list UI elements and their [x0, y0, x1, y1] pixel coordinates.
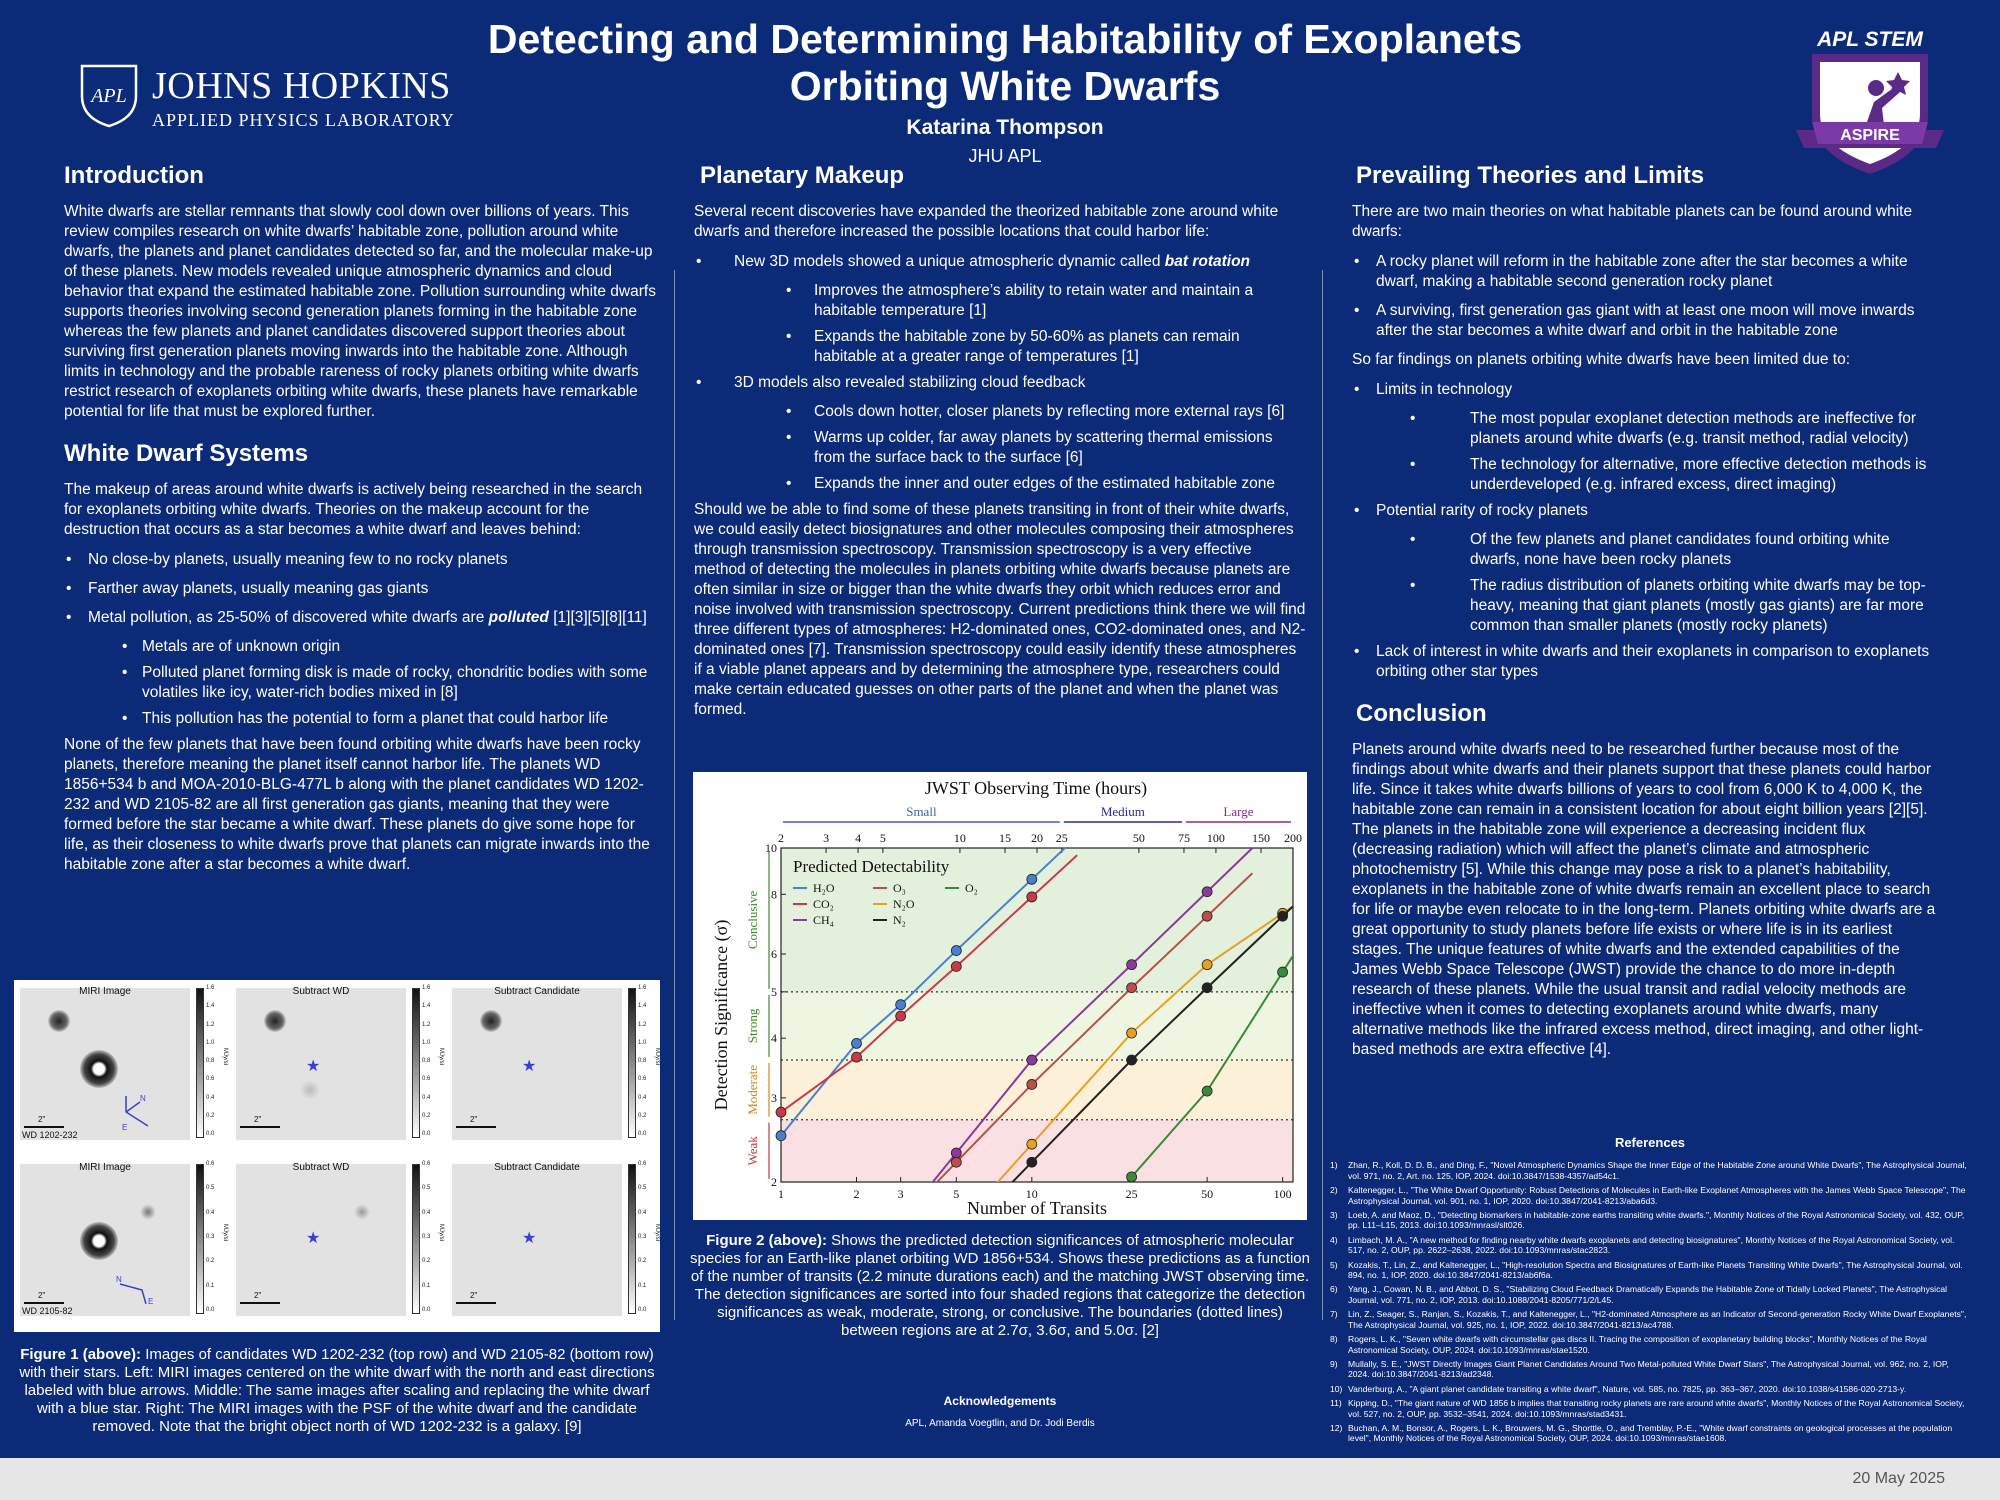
x-tick-label: 2: [853, 1187, 860, 1201]
fig1-panel-label: MIRI Image: [79, 986, 131, 997]
prevailing-bullet-4: • Potential rarity of rocky planets: [1352, 501, 1938, 521]
colorbar-tick-label: 0.0: [422, 1131, 431, 1137]
planetary-sub-4: • Warms up colder, far away planets by scattering thermal emissions from the surface back to the surface [6]: [694, 428, 1306, 468]
acknowledgements-text: APL, Amanda Voegtlin, and Dr. Jodi Berdis: [905, 1418, 1095, 1429]
top-range-label: Small: [906, 804, 937, 819]
planetary-sub-5: • Expands the inner and outer edges of the estimated habitable zone: [694, 474, 1306, 494]
prevailing-bullet-2: • A surviving, first generation gas giant with at least one moon will move inwards after the star becomes a white dwarf and orbit in the habitable zone: [1352, 301, 1938, 341]
fig1-scalebar: [24, 1302, 64, 1304]
colorbar-tick-label: 0.2: [206, 1258, 215, 1265]
reference-number: 2): [1330, 1185, 1338, 1196]
fig1-colorbar: [196, 1164, 204, 1314]
prevailing-sub-2: • The technology for alternative, more effective detection methods is underdeveloped (e.g. infrared excess, direct imaging): [1352, 455, 1938, 495]
top-tick-label: 10: [953, 831, 966, 845]
colorbar-tick-label: 0.2: [638, 1258, 647, 1265]
region-label: Conclusive: [745, 890, 760, 950]
reference-item: [1330, 1260, 1970, 1281]
badge-figure-head-icon: [1868, 80, 1884, 96]
colorbar-tick-label: 0.0: [206, 1307, 215, 1313]
references: [1330, 1135, 1970, 1448]
legend-label: N₂: [893, 913, 906, 927]
reference-text: Loeb, A. and Maoz, D., "Detecting biomarkers in habitable-zone earths transiting white dwarfs.", Monthly Notices of the Royal Astronomical Society, vol. 432, OUP, pp. L11–L15, 2013. doi:10.1093/mnrasl/slt026.: [1348, 1210, 1965, 1231]
colorbar-unit: MJy/sr: [654, 1224, 660, 1242]
reference-number: 9): [1330, 1358, 1338, 1369]
intro-text: White dwarfs are stellar remnants that slowly cool down over billions of years. This review compiles research on white dwarfs’ habitable zone, pollution around white dwarfs, the planets and planet candidates detected so far, and the molecular make-up of these planets. New models revealed unique atmospheric dynamics and cloud behavior that expand the estimated habitable zone. Pollution surrounding white dwarfs supports theories involving second generation planets forming in the habitable zone whereas the few planets and planet candidates discovered support theories about surviving first generation planets moving inwards into the habitable zone. Although limits in technology and the probable rareness of rocky planets orbiting white dwarfs restrict research of exoplanets orbiting white dwarfs, these planets have remarkable potential for life that must be explored further.: [64, 203, 656, 420]
colorbar-tick-label: 0.6: [206, 1161, 215, 1167]
data-point: [1202, 960, 1212, 970]
footer-date: 20 May 2025: [1852, 1470, 1945, 1487]
data-point: [1027, 1055, 1037, 1065]
acknowledgements-heading: Acknowledgements: [943, 1394, 1057, 1408]
conclusion-text: Planets around white dwarfs need to be researched further because most of the findings about white dwarfs and their planets support that these planets could harbor life. Since it takes white dwarfs billions of years to cool from 6,000 K to 4,000 K, the habitable zone can remain in a consistent location for about eight billion years [2][5]. The planets in the habitable zone will experience a decreasing incident flux (decreasing radiation) which will affect the planet’s climate and atmospheric photochemistry [5]. While this change may pose a risk to a planet’s habitability, exoplanets in the habitable zone of white dwarfs remain an excellent place to search for life or maybe even relocate to in the long-term. Planets orbiting white dwarfs are a great opportunity to study planets before life exists or where life is in its earliest stages. The unique features of white dwarfs and the extended capabilities of the James Webb Space Telescope (JWST) provide the chance to do more in-depth research of these planets. While the usual transit and radial velocity methods are ineffective when it comes to detecting exoplanets around white dwarfs, many alternative methods like the infrared excess method, direct imaging, and other light-based methods are extra effective [4].: [1352, 741, 1936, 1058]
data-point: [896, 1011, 906, 1021]
prevailing-heading: Prevailing Theories and Limits: [1356, 162, 1705, 189]
region-weak: [781, 1120, 1293, 1182]
prevailing-list-2: [1352, 380, 1938, 682]
wds-bullet-3-pre: Metal pollution, as 25-50% of discovered white dwarfs are: [88, 609, 489, 626]
column-left: [64, 162, 656, 885]
prevailing-bullet-5: • Lack of interest in white dwarfs and their exoplanets in comparison to exoplanets orbiting other star types: [1352, 642, 1938, 682]
colorbar-tick-label: 1.0: [206, 1039, 215, 1046]
x-tick-label: 25: [1125, 1187, 1138, 1201]
x-tick-label: 50: [1201, 1187, 1214, 1201]
reference-text: Zhan, R., Koll, D. D. B., and Ding, F., "Novel Atmospheric Dynamics Shape the Inner Edge of the Habitable Zone around White Dwarfs", The Astrophysical Journal, vol. 971, no. 2, Art. no. 125, IOP, 2024. doi:10.3847/1538-4357/ad54c1.: [1348, 1160, 1967, 1181]
author: Katarina Thompson: [906, 116, 1104, 139]
top-tick-label: 150: [1252, 831, 1271, 845]
colorbar-tick-label: 0.8: [638, 1058, 647, 1064]
conclusion-heading: Conclusion: [1356, 700, 1487, 727]
fig1-panel-label: Subtract Candidate: [494, 986, 580, 997]
data-point: [1278, 967, 1288, 977]
wds-text: The makeup of areas around white dwarfs is actively being researched in the search for exoplanets orbiting white dwarfs. Theories on the makeup account for the destruction that occurs as a star becomes a white dwarf and leaves behind:: [64, 481, 643, 538]
prevailing-text-2: So far findings on planets orbiting white dwarfs have been limited due to:: [1352, 351, 1851, 368]
top-tick-label: 15: [999, 831, 1012, 845]
prevailing-bullet-1: • A rocky planet will reform in the habitable zone after the star becomes a white dwarf, making a habitable second generation rocky planet: [1352, 252, 1938, 292]
fig1-wd-label-top: WD 1202-232: [22, 1130, 78, 1140]
colorbar-tick-label: 0.4: [422, 1209, 431, 1216]
reference-number: 12): [1330, 1422, 1343, 1433]
reference-item: [1330, 1235, 1970, 1256]
white-dwarf-star-icon: ★: [306, 1058, 321, 1075]
data-point: [1127, 1028, 1137, 1038]
region-moderate: [781, 1060, 1293, 1120]
colorbar-tick-label: 0.5: [206, 1185, 215, 1192]
legend-label: N₂O: [893, 897, 915, 911]
planetary-bullet-1-pre: New 3D models showed a unique atmospheric dynamic called: [734, 253, 1165, 270]
fig1-scalebar: [456, 1302, 496, 1304]
colorbar-tick-label: 1.2: [206, 1021, 215, 1028]
reference-number: 5): [1330, 1259, 1338, 1270]
data-point: [852, 1038, 862, 1048]
planetary-bullet-1: [694, 252, 1306, 272]
fig1-scale-text: 2": [254, 1115, 262, 1124]
colorbar-tick-label: 1.0: [422, 1039, 431, 1046]
colorbar-tick-label: 0.2: [422, 1112, 431, 1119]
data-point: [1027, 892, 1037, 902]
fig1-scalebar: [240, 1302, 280, 1304]
reference-number: 10): [1330, 1383, 1343, 1394]
reference-number: 3): [1330, 1210, 1338, 1221]
colorbar-unit: MJy/sr: [654, 1048, 660, 1066]
reference-text: Vanderburg, A., "A giant planet candidate transiting a white dwarf", Nature, vol. 585, no. 7825, pp. 363–367, 2020. doi:10.1038/s41586-020-2713-y.: [1348, 1383, 1907, 1394]
colorbar-tick-label: 1.2: [638, 1021, 647, 1028]
fig1-scalebar: [456, 1126, 496, 1128]
top-tick-label: 2: [778, 831, 784, 845]
data-point: [1127, 960, 1137, 970]
colorbar-tick-label: 0.4: [206, 1094, 215, 1101]
fig1-panel-subcand-bottom: [446, 1156, 656, 1324]
white-dwarf-star-icon: ★: [522, 1230, 537, 1247]
fig1-caption-label: Figure 1 (above):: [20, 1346, 142, 1363]
fig1-panel-label: Subtract WD: [292, 1162, 350, 1173]
reference-text: Mullally, S. E., "JWST Directly Images Giant Planet Candidates Around Two Metal-polluted White Dwarf Stars", The Astrophysical Journal, vol. 962, no. 2, IOP, 2024. doi:10.3847/2041-8213/ad2348.: [1348, 1358, 1949, 1380]
top-tick-label: 100: [1206, 831, 1225, 845]
legend-label: CO₂: [813, 897, 834, 911]
reference-number: 11): [1330, 1398, 1342, 1409]
logo-name: JOHNS HOPKINS: [152, 65, 451, 107]
figure-1: [14, 980, 660, 1332]
prevailing-sub-3: • Of the few planets and planet candidates found orbiting white dwarfs, none have been rocky planets: [1352, 530, 1938, 570]
fig1-panel-miri-top: [14, 980, 224, 1148]
apl-shield-icon: [78, 62, 140, 128]
reference-item: [1330, 1334, 1970, 1355]
colorbar-tick-label: 1.2: [422, 1021, 431, 1028]
colorbar-tick-label: 0.0: [206, 1131, 215, 1137]
y-tick-label: 10: [765, 841, 777, 855]
fig1-scalebar: [240, 1126, 280, 1128]
footer-bar: [0, 1458, 2000, 1500]
colorbar-tick-label: 0.3: [638, 1234, 647, 1240]
top-tick-label: 200: [1284, 831, 1302, 845]
colorbar-tick-label: 0.0: [638, 1131, 647, 1137]
wds-sub-1: • Metals are of unknown origin: [64, 637, 656, 657]
fig1-panel-label: MIRI Image: [79, 1162, 131, 1173]
fig1-scale-text: 2": [38, 1291, 46, 1300]
data-point: [776, 1131, 786, 1141]
fig1-image: [20, 988, 190, 1140]
legend-label: H₂O: [813, 881, 835, 895]
white-dwarf-star-icon: ★: [522, 1058, 537, 1075]
data-point: [1127, 1055, 1137, 1065]
fig1-image: [452, 1164, 622, 1316]
top-tick-label: 25: [1055, 831, 1068, 845]
fig1-colorbar: [412, 988, 420, 1138]
column-right: [1352, 162, 1938, 1070]
x-axis-label: Number of Transits: [966, 1198, 1108, 1218]
fig1-panel-subwd-bottom: [230, 1156, 440, 1324]
colorbar-tick-label: 0.5: [638, 1185, 647, 1192]
reference-number: 4): [1330, 1234, 1338, 1245]
wds-bullet-2: • Farther away planets, usually meaning gas giants: [64, 579, 656, 599]
affiliation: JHU APL: [968, 146, 1042, 166]
colorbar-unit: MJy/sr: [438, 1048, 444, 1066]
poster-title: Detecting and Determining Habitability of Exoplanets Orbiting White Dwarfs: [487, 16, 1523, 109]
compass-arrows-icon: [116, 1274, 160, 1308]
x-tick-label: 5: [953, 1187, 960, 1201]
x-tick-label: 10: [1025, 1187, 1038, 1201]
top-tick-label: 4: [855, 831, 862, 845]
colorbar-tick-label: 1.4: [206, 1003, 215, 1010]
compass-arrows-icon: [120, 1092, 160, 1132]
y-tick-label: 8: [771, 887, 777, 902]
colorbar-unit: MJy/sr: [222, 1048, 228, 1066]
y-tick-label: 4: [771, 1031, 777, 1046]
data-point: [896, 1000, 906, 1010]
planetary-sub-1: • Improves the atmosphere’s ability to retain water and maintain a habitable temperature [1]: [694, 281, 1306, 321]
legend-label: O₂: [965, 881, 978, 895]
fig1-image: [20, 1164, 190, 1316]
colorbar-unit: MJy/sr: [438, 1224, 444, 1242]
colorbar-tick-label: 0.1: [206, 1282, 215, 1289]
region-label: Weak: [745, 1136, 760, 1166]
y-axis-label: Detection Significance (σ): [711, 919, 731, 1111]
colorbar-tick-label: 0.4: [638, 1094, 647, 1101]
planetary-heading: Planetary Makeup: [700, 162, 905, 189]
fig1-panel-miri-bottom: [14, 1156, 224, 1324]
wds-text-2: None of the few planets that have been found orbiting white dwarfs have been rocky planets, therefore meaning the planet itself cannot harbor life. The planets WD 1856+534 b and MOA-2010-BLG-477L b along with the planet candidates WD 1202-232 and WD 2105-82 are all first generation gas giants, meaning that they were formed before the star became a white dwarf. These planets do give some hope for life, as their closeness to white dwarfs prove that planets can migrate inwards into the habitable zone after a star becomes a white dwarf.: [64, 736, 650, 873]
fig1-panel-label: Subtract WD: [292, 986, 350, 997]
reference-item: [1330, 1160, 1970, 1181]
colorbar-tick-label: 0.4: [638, 1209, 647, 1216]
reference-number: 8): [1330, 1334, 1338, 1345]
wds-heading: White Dwarf Systems: [64, 440, 309, 467]
prevailing-list-1: [1352, 252, 1938, 341]
data-point: [852, 1052, 862, 1062]
figure-2-caption: [690, 1232, 1310, 1340]
data-point: [1202, 911, 1212, 921]
column-divider-1: [674, 270, 675, 1320]
data-point: [1127, 983, 1137, 993]
colorbar-unit: MJy/sr: [222, 1224, 228, 1242]
figure-2: [693, 772, 1307, 1220]
compass-east: E: [122, 1123, 128, 1132]
fig2-caption-text: Shows the predicted detection significances of atmospheric molecular species for an Earth-like planet orbiting WD 1856+534. Shows these predictions as a function of the number of transits (2.2 minute durations each) and the matching JWST observing time. The detection significances are sorted into four shaded regions that categorize the detection significances as weak, moderate, strong, or conclusive. The boundaries (dotted lines) between regions are at 2.7σ, 3.6σ, and 5.0σ. [2]: [690, 1232, 1310, 1339]
intro-heading: Introduction: [64, 162, 204, 189]
column-middle: [694, 162, 1306, 730]
apl-stem-aspire-badge: [1790, 22, 1950, 182]
fig1-panel-label: Subtract Candidate: [494, 1162, 580, 1173]
reference-text: Kipping, D., "The giant nature of WD 1856 b implies that transiting rocky planets are rare around white dwarfs", Monthly Notices of the Royal Astronomical Society, vol. 527, no. 2, OUP, pp. 3532–3541, 2024. doi:10.1093/mnras/stad3431.: [1348, 1398, 1965, 1419]
reference-item: [1330, 1423, 1970, 1444]
colorbar-tick-label: 0.8: [422, 1058, 431, 1064]
fig1-colorbar: [628, 1164, 636, 1314]
inner-title: Predicted Detectability: [793, 857, 950, 876]
colorbar-tick-label: 0.2: [206, 1112, 215, 1119]
chart-title: JWST Observing Time (hours): [924, 778, 1148, 798]
data-point: [1202, 983, 1212, 993]
reference-number: 7): [1330, 1309, 1338, 1320]
legend-label: O₃: [893, 881, 906, 895]
top-tick-label: 50: [1132, 831, 1145, 845]
fig1-scalebar: [24, 1126, 64, 1128]
column-divider-2: [1322, 270, 1323, 1320]
data-point: [951, 1148, 961, 1158]
reference-text: Rogers, L. K., "Seven white dwarfs with circumstellar gas discs II. Tracing the composition of exoplanetary building blocks", Monthly Notices of the Royal Astronomical Society, OUP, 2024. doi:10.1093/mnras/stae1520.: [1348, 1334, 1927, 1355]
wds-list: [64, 550, 656, 729]
fig1-panel-subcand-top: [446, 980, 656, 1148]
planetary-sub-3: • Cools down hotter, closer planets by reflecting more external rays [6]: [694, 402, 1306, 422]
wds-sub-3: • This pollution has the potential to form a planet that could harbor life: [64, 709, 656, 729]
planetary-list: [694, 252, 1306, 494]
top-range-label: Large: [1223, 804, 1254, 819]
reference-item: [1330, 1398, 1970, 1419]
reference-item: [1330, 1210, 1970, 1231]
fig2-caption-label: Figure 2 (above):: [706, 1232, 827, 1249]
references-list: [1330, 1160, 1970, 1443]
reference-number: 1): [1330, 1160, 1338, 1171]
fig1-scale-text: 2": [254, 1291, 262, 1300]
data-point: [1127, 1172, 1137, 1182]
fig1-caption-text: Images of candidates WD 1202-232 (top row) and WD 2105-82 (bottom row) with their stars. Left: MIRI images centered on the white dwarf with the north and east directions labeled with blue arrows. Middle: The same images after scaling and replacing the white dwarf with a blue star. Right: The MIRI images with the PSF of the white dwarf and the candidate removed. Note that the bright object north of WD 1202-232 is a galaxy. [9]: [19, 1346, 655, 1435]
top-tick-label: 75: [1177, 831, 1190, 845]
colorbar-tick-label: 0.6: [638, 1161, 647, 1167]
reference-text: Kaltenegger, L., "The White Dwarf Opportunity: Robust Detections of Molecules in Earth-like Exoplanet Atmospheres with the James Webb Space Telescope", The Astrophysical Journal, vol. 901, no. 1, IOP, 2020. doi:10.3847/2041-8213/aba6d3.: [1348, 1185, 1966, 1206]
data-point: [1027, 874, 1037, 884]
colorbar-tick-label: 0.3: [206, 1234, 215, 1240]
colorbar-tick-label: 1.0: [638, 1039, 647, 1046]
fig1-colorbar: [196, 988, 204, 1138]
region-label: Moderate: [745, 1064, 760, 1115]
colorbar-tick-label: 0.6: [422, 1076, 431, 1083]
data-point: [1027, 1139, 1037, 1149]
badge-top-text: APL STEM: [1817, 28, 1923, 51]
reference-item: [1330, 1384, 1970, 1394]
planetary-bullet-2: • 3D models also revealed stabilizing cloud feedback: [694, 373, 1306, 393]
apl-mark: APL: [91, 85, 127, 107]
colorbar-tick-label: 1.4: [638, 1003, 647, 1010]
data-point: [776, 1107, 786, 1117]
colorbar-tick-label: 0.2: [638, 1112, 647, 1119]
colorbar-tick-label: 0.1: [638, 1282, 647, 1289]
y-tick-label: 6: [771, 947, 777, 962]
top-tick-label: 5: [879, 831, 886, 845]
fig1-panel-subwd-top: [230, 980, 440, 1148]
fig1-image: [452, 988, 622, 1140]
reference-item: [1330, 1359, 1970, 1380]
colorbar-tick-label: 1.4: [422, 1003, 431, 1010]
fig1-colorbar: [628, 988, 636, 1138]
colorbar-tick-label: 0.6: [206, 1076, 215, 1083]
compass-north: N: [116, 1275, 122, 1284]
reference-text: Lin, Z., Seager, S., Ranjan, S., Kozakis, T., and Kaltenegger, L., "H2-dominated Atmosphere as an Indicator of Second-generation Rocky White Dwarf Exoplanets", The Astrophysical Journal, vol. 925, no. 1, IOP, 2022. doi:10.3847/2041-8213/ac4788.: [1348, 1309, 1967, 1330]
top-range-label: Medium: [1100, 804, 1145, 819]
planetary-sub-2: • Expands the habitable zone by 50-60% as planets can remain habitable at a greater range of temperatures [1]: [694, 327, 1306, 367]
fig1-scale-text: 2": [470, 1291, 478, 1300]
colorbar-tick-label: 0.0: [422, 1307, 431, 1313]
data-point: [1202, 1086, 1212, 1096]
detectability-chart: [693, 772, 1307, 1220]
fig1-image: [236, 1164, 406, 1316]
fig1-scale-text: 2": [470, 1115, 478, 1124]
x-tick-label: 3: [897, 1187, 904, 1201]
white-dwarf-star-icon: ★: [306, 1230, 321, 1247]
colorbar-tick-label: 0.1: [422, 1282, 431, 1289]
reference-item: [1330, 1309, 1970, 1330]
colorbar-tick-label: 0.4: [422, 1094, 431, 1101]
reference-text: Limbach, M. A., "A new method for finding nearby white dwarfs exoplanets and detecting biosignatures", Monthly Notices of the Royal Astronomical Society, vol. 517, no. 2, OUP, pp. 2622–2638, 2022. doi:10.1093/mnras/stac2823.: [1348, 1234, 1955, 1256]
colorbar-tick-label: 0.3: [422, 1234, 431, 1240]
colorbar-tick-label: 1.6: [422, 985, 431, 991]
wds-bullet-3-post: [1][3][5][8][11]: [548, 609, 647, 626]
reference-text: Buchan, A. M., Bonsor, A., Rogers, L. K., Brouwers, M. G., Shorttle, O., and Tremblay, P.-E., "White dwarf constraints on geological processes at the population level", Monthly Notices of the Royal Astronomical Society, OUP, 2024. doi:10.1093/mnras/stae1608.: [1348, 1422, 1953, 1444]
y-tick-label: 3: [771, 1090, 777, 1105]
colorbar-tick-label: 0.6: [422, 1161, 431, 1167]
colorbar-tick-label: 1.6: [206, 985, 215, 991]
top-tick-label: 3: [823, 831, 830, 845]
reference-number: 6): [1330, 1284, 1338, 1295]
prevailing-text: There are two main theories on what habitable planets can be found around white dwarfs:: [1352, 203, 1913, 240]
x-tick-label: 1: [778, 1187, 784, 1201]
fig1-colorbar: [412, 1164, 420, 1314]
data-point: [951, 1157, 961, 1167]
y-tick-label: 2: [771, 1175, 777, 1189]
planetary-bullet-1-em: bat rotation: [1164, 253, 1251, 270]
fig1-image: [236, 988, 406, 1140]
reference-text: Kozakis, T., Lin, Z., and Kaltenegger, L., "High-resolution Spectra and Biosignatures of Earth-like Planets Transiting White Dwarfs", The Astrophysical Journal, vol. 894, no. 1, IOP, 2020. doi:10.3847/2041-8213/ab6f6a.: [1348, 1259, 1963, 1281]
colorbar-tick-label: 0.4: [206, 1209, 215, 1216]
compass-north: N: [140, 1094, 146, 1103]
wds-bullet-3: [64, 608, 656, 628]
planetary-text: Several recent discoveries have expanded the theorized habitable zone around white dwarfs and therefore increased the possible locations that could harbor life:: [694, 203, 1279, 240]
badge-bottom-text: ASPIRE: [1840, 127, 1900, 144]
logo-subtitle: APPLIED PHYSICS LABORATORY: [152, 110, 455, 130]
fig1-wd-label-bottom: WD 2105-82: [22, 1306, 73, 1316]
x-tick-label: 100: [1273, 1187, 1292, 1201]
data-point: [951, 946, 961, 956]
reference-text: Yang, J., Cowan, N. B., and Abbot, D. S., "Stabilizing Cloud Feedback Dramatically Expands the Habitable Zone of Tidally Locked Planets", The Astrophysical Journal, vol. 771, no. 2, IOP, 2013. doi:10.1088/2041-8205/771/2/L45.: [1348, 1284, 1948, 1305]
colorbar-tick-label: 0.8: [206, 1058, 215, 1064]
legend-label: CH₄: [813, 913, 834, 927]
top-tick-label: 20: [1031, 831, 1043, 845]
prevailing-sub-1: • The most popular exoplanet detection methods are ineffective for planets around white dwarfs (e.g. transit method, radial velocity): [1352, 409, 1938, 449]
region-label: Strong: [745, 1008, 760, 1044]
fig1-scale-text: 2": [38, 1115, 46, 1124]
reference-item: [1330, 1185, 1970, 1206]
wds-bullet-1: • No close-by planets, usually meaning few to no rocky planets: [64, 550, 656, 570]
reference-item: [1330, 1284, 1970, 1305]
colorbar-tick-label: 0.6: [638, 1076, 647, 1083]
prevailing-sub-4: • The radius distribution of planets orbiting white dwarfs may be top-heavy, meaning that giant planets (mostly gas giants) are far more common than smaller planets (mostly rocky planets): [1352, 576, 1938, 636]
data-point: [1278, 911, 1288, 921]
region-strong: [781, 992, 1293, 1060]
wds-sub-2: • Polluted planet forming disk is made of rocky, chondritic bodies with some volatiles like icy, water-rich bodies mixed in [8]: [64, 663, 656, 703]
data-point: [1027, 1079, 1037, 1089]
jhu-apl-logo: [78, 62, 455, 132]
colorbar-tick-label: 1.6: [638, 985, 647, 991]
colorbar-tick-label: 0.2: [422, 1258, 431, 1265]
data-point: [1027, 1157, 1037, 1167]
figure-1-caption: [18, 1346, 656, 1436]
colorbar-tick-label: 0.5: [422, 1185, 431, 1192]
colorbar-tick-label: 0.0: [638, 1307, 647, 1313]
prevailing-bullet-3: • Limits in technology: [1352, 380, 1938, 400]
y-tick-label: 5: [771, 984, 777, 999]
references-heading: References: [1614, 1135, 1686, 1150]
data-point: [951, 961, 961, 971]
data-point: [1202, 887, 1212, 897]
wds-bullet-3-em: polluted: [488, 609, 549, 626]
compass-east: E: [148, 1297, 154, 1306]
planetary-text-2: Should we be able to find some of these planets transiting in front of their white dwarfs, we could easily detect biosignatures and other molecules composing their atmospheres through transmission spectroscopy. Transmission spectroscopy is a very effective method of detecting the molecules in planets orbiting white dwarfs because planets are often similar in size or bigger than the white dwarfs they orbit which reduces error and noise involved with transmission spectroscopy. Current predictions think there we will find three different types of atmospheres: H2-dominated ones, CO2-dominated ones, and N2-dominated ones [7]. Transmission spectroscopy could easily identify these atmospheres if a viable planet appears and by determining the atmosphere type, researchers could make certain educated guesses on other parts of the planet and when the planet was formed.: [694, 501, 1306, 718]
